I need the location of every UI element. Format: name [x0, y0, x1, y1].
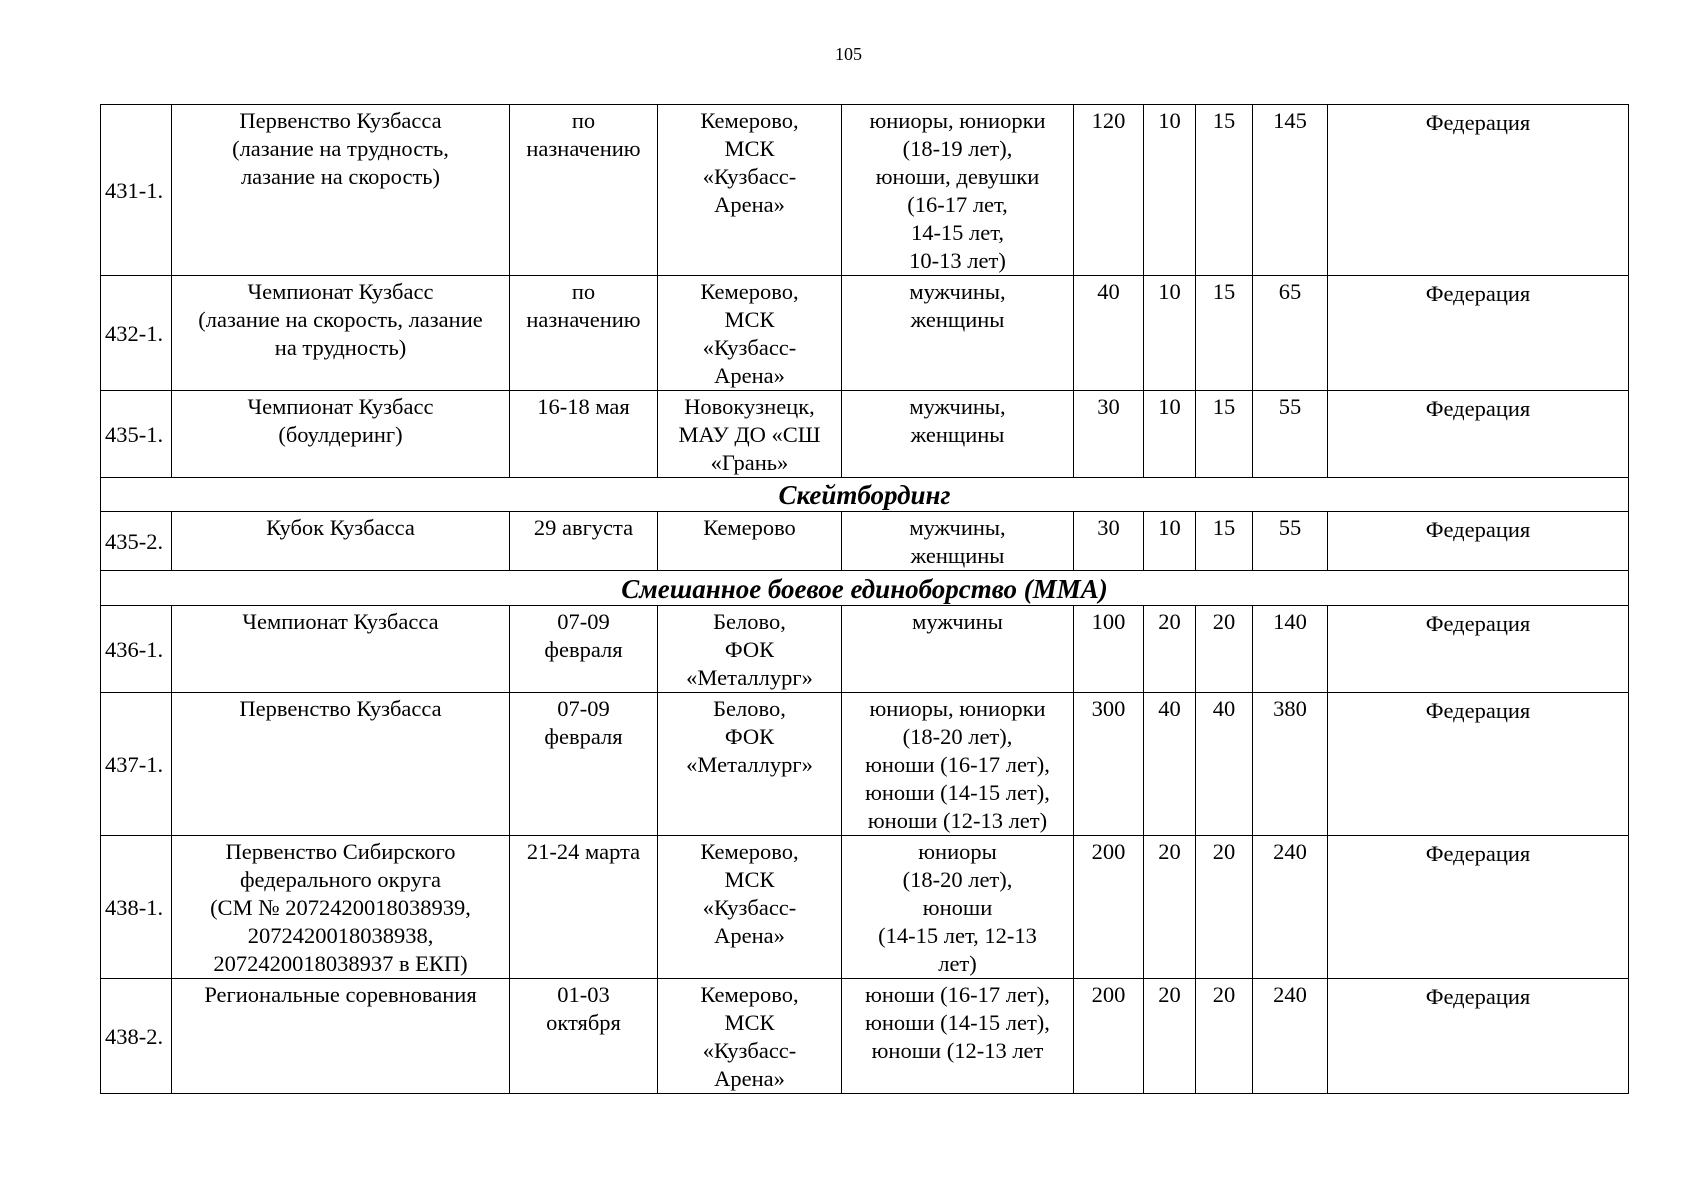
event-participants-line: юниоры — [918, 839, 997, 864]
event-dates — [510, 693, 658, 836]
event-participants-line: юноши (12-13 лет) — [867, 808, 1048, 833]
event-place-line: «Металлург» — [686, 752, 813, 777]
section-title: Смешанное боевое единоборство (ММА) — [101, 571, 1629, 606]
count-3: 40 — [1196, 693, 1253, 836]
table-row — [101, 105, 1629, 276]
event-name-line: Первенство Кузбасса — [239, 108, 442, 133]
page-number: 105 — [835, 44, 862, 64]
event-name-line: (лазание на трудность, — [232, 136, 449, 161]
event-participants — [842, 105, 1074, 276]
event-place-line: Белово, — [713, 609, 786, 634]
count-2: 20 — [1144, 836, 1196, 979]
table-row — [101, 606, 1629, 693]
organizer: Федерация — [1328, 836, 1629, 979]
count-2: 10 — [1144, 105, 1196, 276]
event-place — [658, 836, 842, 979]
count-3: 15 — [1196, 276, 1253, 391]
event-name-line: Первенство Сибирского — [225, 839, 456, 864]
event-participants-line: юниоры, юниорки — [869, 108, 1046, 133]
event-place — [658, 512, 842, 571]
count-3: 20 — [1196, 836, 1253, 979]
event-name-line: (лазание на скорость, лазание — [198, 307, 483, 332]
count-1: 200 — [1074, 836, 1144, 979]
event-name — [172, 606, 510, 693]
event-place-line: ФОК — [724, 637, 775, 662]
event-place-line: Кемерово, — [700, 279, 799, 304]
event-place-line: «Грань» — [710, 450, 789, 475]
event-name-line: Чемпионат Кузбасс — [247, 279, 434, 304]
event-participants-line: юноши (14-15 лет), — [865, 1010, 1050, 1035]
event-place-line: Арена» — [714, 1066, 785, 1091]
event-participants-line: юноши (14-15 лет), — [865, 780, 1050, 805]
organizer: Федерация — [1328, 979, 1629, 1094]
event-participants-line: мужчины, — [909, 279, 1006, 304]
event-place-line: Кемерово, — [700, 839, 799, 864]
count-2: 40 — [1144, 693, 1196, 836]
event-place-line: Кемерово, — [700, 108, 799, 133]
event-participants-line: (16-17 лет, — [907, 192, 1008, 217]
row-number: 435-2. — [101, 512, 172, 571]
event-participants-line: 14-15 лет, — [910, 220, 1005, 245]
event-place-line: «Металлург» — [686, 665, 813, 690]
section-row — [101, 478, 1629, 512]
event-place-line: МСК — [724, 307, 775, 332]
count-3: 15 — [1196, 391, 1253, 478]
count-1: 120 — [1074, 105, 1144, 276]
event-place — [658, 606, 842, 693]
event-participants — [842, 836, 1074, 979]
count-1: 30 — [1074, 512, 1144, 571]
event-dates — [510, 512, 658, 571]
count-3: 15 — [1196, 105, 1253, 276]
event-participants — [842, 512, 1074, 571]
event-name-line: 2072420018038938, — [247, 923, 434, 948]
row-number: 436-1. — [101, 606, 172, 693]
event-dates — [510, 105, 658, 276]
event-dates-line: назначению — [526, 136, 641, 161]
count-1: 200 — [1074, 979, 1144, 1094]
count-total: 55 — [1253, 512, 1328, 571]
row-number: 435-1. — [101, 391, 172, 478]
event-participants-line: юноши, девушки — [875, 164, 1040, 189]
event-place-line: Белово, — [713, 696, 786, 721]
count-total: 140 — [1253, 606, 1328, 693]
events-table — [100, 104, 1629, 1094]
event-dates-line: февраля — [544, 724, 623, 749]
count-total: 380 — [1253, 693, 1328, 836]
row-number: 438-2. — [101, 979, 172, 1094]
event-participants — [842, 606, 1074, 693]
event-name — [172, 391, 510, 478]
event-place — [658, 391, 842, 478]
table-row — [101, 276, 1629, 391]
event-participants-line: юноши (12-13 лет — [871, 1038, 1044, 1063]
event-place-line: Арена» — [714, 192, 785, 217]
event-dates — [510, 276, 658, 391]
table-body — [101, 105, 1629, 1094]
count-3: 15 — [1196, 512, 1253, 571]
event-name-line: Чемпионат Кузбасса — [242, 609, 439, 634]
organizer: Федерация — [1328, 105, 1629, 276]
event-dates-line: по — [571, 279, 596, 304]
count-1: 100 — [1074, 606, 1144, 693]
event-participants-line: (14-15 лет, 12-13 — [878, 923, 1037, 948]
table-row — [101, 836, 1629, 979]
event-dates — [510, 979, 658, 1094]
event-name — [172, 276, 510, 391]
event-name-line: Кубок Кузбасса — [266, 515, 415, 540]
table-row — [101, 979, 1629, 1094]
event-name — [172, 979, 510, 1094]
event-place-line: МСК — [724, 1010, 775, 1035]
event-name-line: (СМ № 2072420018038939, — [210, 895, 471, 920]
table-row — [101, 391, 1629, 478]
event-name-line: Чемпионат Кузбасс — [247, 394, 434, 419]
event-place-line: «Кузбасс- — [702, 335, 797, 360]
section-row — [101, 571, 1629, 606]
event-name — [172, 512, 510, 571]
event-participants — [842, 276, 1074, 391]
row-number: 432-1. — [101, 276, 172, 391]
event-place-line: ФОК — [724, 724, 775, 749]
event-name — [172, 836, 510, 979]
event-dates-line: 01-03 — [557, 982, 610, 1007]
event-participants-line: юниоры, юниорки — [869, 696, 1046, 721]
event-name-line: на трудность) — [274, 335, 407, 360]
event-name-line: (боулдеринг) — [278, 422, 403, 447]
event-name-line: 2072420018038937 в ЕКП) — [213, 951, 468, 976]
event-dates-line: 21-24 марта — [526, 839, 641, 864]
event-place-line: Арена» — [714, 923, 785, 948]
organizer: Федерация — [1328, 512, 1629, 571]
event-name-line: федерального округа — [239, 867, 442, 892]
event-place-line: «Кузбасс- — [702, 164, 797, 189]
count-3: 20 — [1196, 606, 1253, 693]
event-participants-line: мужчины, — [909, 515, 1006, 540]
event-participants-line: женщины — [910, 422, 1005, 447]
event-place — [658, 105, 842, 276]
count-total: 240 — [1253, 836, 1328, 979]
event-participants-line: мужчины — [912, 609, 1003, 634]
event-name — [172, 105, 510, 276]
event-name-line: Первенство Кузбасса — [239, 696, 442, 721]
event-dates-line: по — [571, 108, 596, 133]
event-participants-line: женщины — [910, 543, 1005, 568]
count-2: 10 — [1144, 276, 1196, 391]
event-name — [172, 693, 510, 836]
event-participants-line: (18-19 лет), — [902, 136, 1013, 161]
count-total: 240 — [1253, 979, 1328, 1094]
event-participants-line: (18-20 лет), — [902, 724, 1013, 749]
count-1: 30 — [1074, 391, 1144, 478]
event-name-line: Региональные соревнования — [204, 982, 477, 1007]
event-place-line: МСК — [724, 136, 775, 161]
event-dates — [510, 391, 658, 478]
event-dates-line: февраля — [544, 637, 623, 662]
row-number: 437-1. — [101, 693, 172, 836]
event-dates-line: 07-09 — [557, 609, 610, 634]
organizer: Федерация — [1328, 391, 1629, 478]
count-1: 300 — [1074, 693, 1144, 836]
section-title: Скейтбординг — [101, 478, 1629, 512]
event-dates — [510, 836, 658, 979]
event-place-line: Арена» — [714, 363, 785, 388]
event-participants-line: лет) — [938, 951, 977, 976]
row-number: 431-1. — [101, 105, 172, 276]
event-dates-line: 29 августа — [533, 515, 634, 540]
event-participants — [842, 979, 1074, 1094]
event-dates-line: 07-09 — [557, 696, 610, 721]
count-total: 65 — [1253, 276, 1328, 391]
event-place — [658, 979, 842, 1094]
count-1: 40 — [1074, 276, 1144, 391]
organizer: Федерация — [1328, 693, 1629, 836]
event-participants-line: юноши (16-17 лет), — [865, 752, 1050, 777]
count-3: 20 — [1196, 979, 1253, 1094]
event-participants-line: мужчины, — [909, 394, 1006, 419]
event-dates-line: октября — [546, 1010, 621, 1035]
event-participants — [842, 693, 1074, 836]
event-place-line: Кемерово — [703, 515, 796, 540]
event-dates-line: назначению — [526, 307, 641, 332]
count-total: 55 — [1253, 391, 1328, 478]
event-participants-line: юноши — [922, 895, 993, 920]
table-row — [101, 693, 1629, 836]
event-participants-line: юноши (16-17 лет), — [865, 982, 1050, 1007]
event-participants — [842, 391, 1074, 478]
event-place-line: «Кузбасс- — [702, 895, 797, 920]
organizer: Федерация — [1328, 276, 1629, 391]
count-2: 10 — [1144, 512, 1196, 571]
count-2: 20 — [1144, 979, 1196, 1094]
row-number: 438-1. — [101, 836, 172, 979]
event-place-line: Новокузнецк, — [684, 394, 815, 419]
count-2: 10 — [1144, 391, 1196, 478]
event-participants-line: женщины — [910, 307, 1005, 332]
organizer: Федерация — [1328, 606, 1629, 693]
event-place-line: Кемерово, — [700, 982, 799, 1007]
event-place-line: МСК — [724, 867, 775, 892]
table-row — [101, 512, 1629, 571]
event-dates-line: 16-18 мая — [537, 394, 630, 419]
event-name-line: лазание на скорость) — [240, 164, 441, 189]
event-place — [658, 276, 842, 391]
event-place-line: «Кузбасс- — [702, 1038, 797, 1063]
event-place-line: МАУ ДО «СШ — [678, 422, 821, 447]
event-participants-line: 10-13 лет) — [909, 248, 1006, 273]
event-place — [658, 693, 842, 836]
event-participants-line: (18-20 лет), — [902, 867, 1013, 892]
count-total: 145 — [1253, 105, 1328, 276]
count-2: 20 — [1144, 606, 1196, 693]
event-dates — [510, 606, 658, 693]
